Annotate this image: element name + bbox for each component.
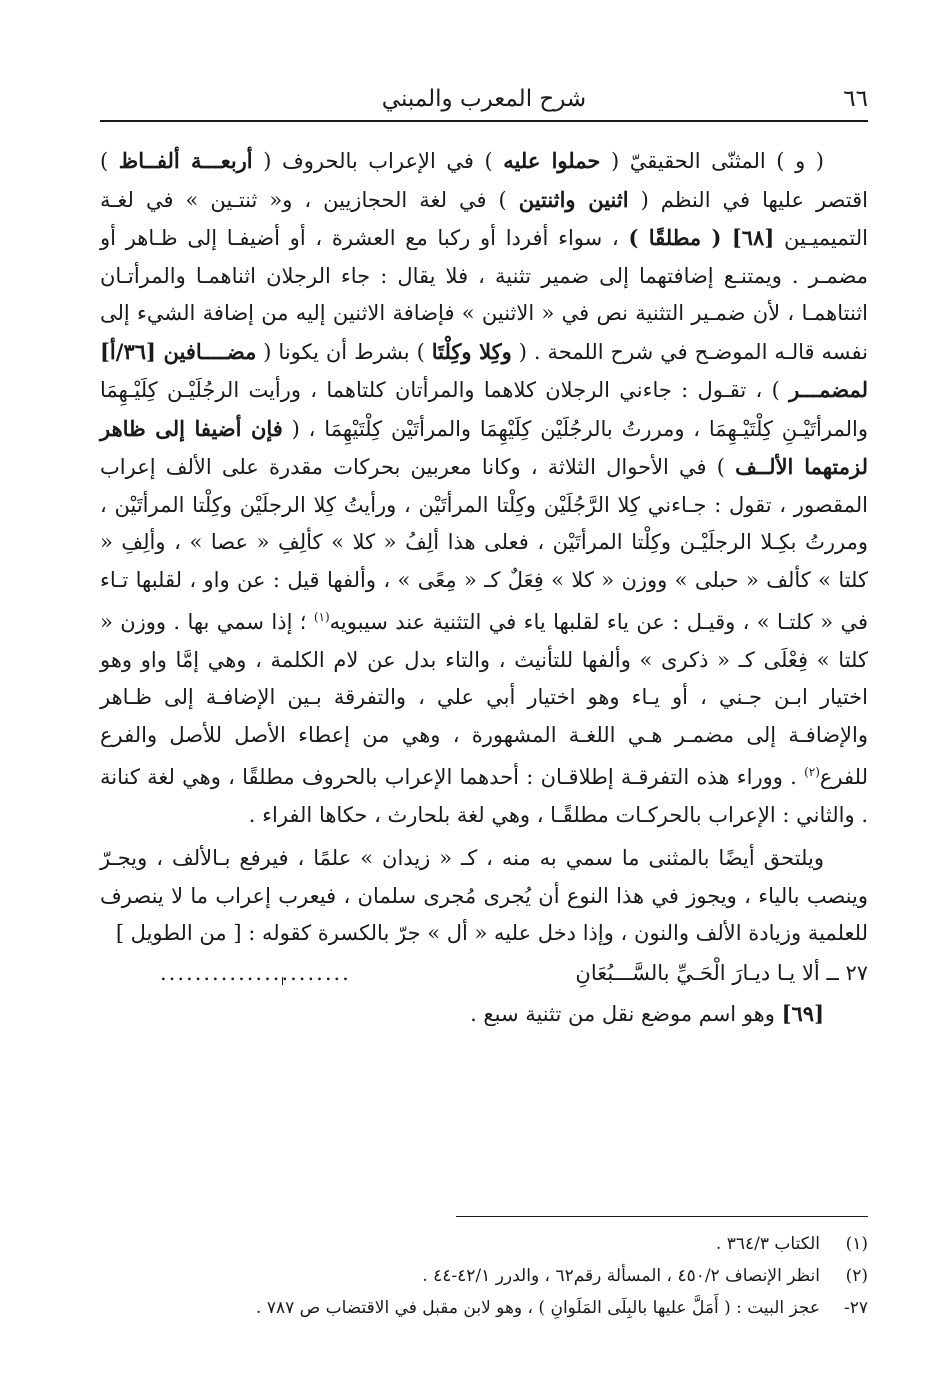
footnote-text: الكتاب ٣٦٤/٣ . [715, 1234, 820, 1254]
footnote-item [100, 1292, 868, 1324]
footnote-item [100, 1228, 868, 1260]
verse-omitted-dots: ...................... [160, 960, 351, 985]
bold-text: [٦٨] ( مطلقًا ) [628, 225, 775, 250]
text-run: ( و ) المثنّى الحقيقيّ ( [600, 149, 824, 173]
main-text [100, 142, 868, 1033]
bold-text: اثنين واثنتين [518, 186, 629, 212]
text-run: ) في الإعراب بالحروف ( [252, 149, 504, 173]
text-run: ، سواء أفردا أو ركبا مع العشرة ، أو أضيفـا إلى ظـاهر أو مضمـر . ويمتنـع إضافتهما إلى ضمير تثنية ، فلا يقال : جاء الرجلان اثناهمـا والمرأتـان اثنتاهمـا ، لأن ضمـير التثنية نص في « الاثنين » فإضافة الاثنين إليه من إضافة الشيء إلى نفسه قالـه الموضـح في شرح اللمحة . ( [100, 226, 868, 364]
bold-text: [٦٩] [781, 1000, 824, 1026]
footnote-mark: (٢) [845, 1266, 868, 1286]
footnotes [100, 1228, 868, 1324]
page-header [100, 80, 868, 122]
text-run: وهو اسم موضع نقل من تثنية سبع . [470, 1001, 782, 1026]
bold-text: مضــــافين [٣٦/أ] لمضمـــر [100, 338, 868, 402]
footnote-item [100, 1260, 868, 1292]
footnote-mark: (١) [845, 1234, 868, 1254]
running-title: شرح المعرب والمبني [381, 86, 587, 112]
footnote-ref-2[interactable]: (٢) [804, 765, 820, 779]
bold-text: أربعـــة ألفــاظ [118, 148, 253, 173]
text-run: ) بشرط أن يكونا ( [256, 339, 432, 364]
bold-text: حملوا عليه [503, 148, 601, 173]
text-run: ) في لغة الحجازيين ، و« ثنتـين » في لغـة التميميـين [100, 187, 868, 250]
footnote-mark: ٢٧- [843, 1298, 868, 1318]
bold-text: فإن أضيفا إلى ظاهر لزمتهما الألــف [100, 415, 868, 479]
poetry-verse [100, 955, 868, 993]
footnote-divider [456, 1216, 868, 1217]
verse-hemistich: ٢٧ ــ ألا يـا ديـارَ الْحَـيِّ بالسَّـــبُعَانِ [575, 960, 868, 985]
text-run: ؛ إذا سمي بها . ووزن « كلتا » فِعْلَى كـ « ذكرى » وألفها للتأنيث ، والتاء بدل عن لام الكلمة ، وهي إمَّا واو وهو اختيار ابـن جـني ، أو يـاء وهو اختيار أبي علي ، والتفرقة بـين الإضافـة إلى ظـاهر والإضافـة إلى مضمـر هـي اللغـة المشهورة ، وهي من إعطاء الأصل للأصل والفرع للفرع [100, 610, 868, 789]
bold-text: وكِلا وكِلْتَا [431, 338, 512, 364]
ink-mark [282, 977, 288, 985]
text-run: ) ، تقـول : جاءني الرجلان كلاهما والمرأتان كلتاهما ، ورأيت الرجُلَيْـن كِلَيْـهِمَا والمرأتَيْـنِ كِلْتَيْـهِمَا ، ومررتُ بالرجُلَيْن كِلَيْهِمَا والمرأتَيْن كِلْتَيْهِمَا ، ( [100, 378, 868, 441]
text-run: ) اقتصر عليها في النظم ( [100, 149, 869, 212]
footnote-text: عجز البيت : ( أَمَلَّ عليها بالبِلَى المَلَوانِ ) ، وهو لابن مقبل في الاقتضاب ص ٧٨٧ . [256, 1298, 820, 1318]
paragraph-verse-note [100, 995, 868, 1034]
text-run: . ووراء هذه التفرقـة إطلاقـان : أحدهما الإعراب بالحروف مطلقًا ، وهي لغة كنانة . والثاني : الإعراب بالحركـات مطلقًـا ، وهي لغة بلحارث ، حكاها الفراء . [100, 765, 868, 827]
page-number: ٦٦ [843, 86, 868, 112]
paragraph-dual-forms [100, 142, 868, 834]
text-run: ) في الأحوال الثلاثة ، وكانا معربين بحركات مقدرة على الألف إعراب المقصور ، تقول : جـاءني كِلا الرَّجُلَيْن وكِلْتا المرأتَيْن ، ورأيتُ كِلا الرجلَيْن وكِلْتا المرأتَيْن ، ومررتُ بكِـلا الرجلَيْـن وكِلْتا المرأتَيْن ، فعلى هذا ألِفُ « كلا » كألِفِ « عصا » ، وألِفِ « كلتا » كألف « حبلى » ووزن « كلا » فِعَلٌ كـ « مِعًى » ، وألفها قيل : عن واو ، لقلبها تـاء في « كلتـا » ، وقيـل : عن ياء لقلبها ياء في التثنية عند سيبويه [100, 455, 868, 634]
footnote-ref-1[interactable]: (١) [313, 610, 330, 624]
paragraph-named-dual: ويلتحق أيضًا بالمثنى ما سمي به منه ، كـ « زيدان » علمًا ، فيرفع بـالألف ، ويجـرّ وينصب بالياء ، ويجوز في هذا النوع أن يُجرى مُجرى سلمان ، فيعرب إعراب ما لا ينصرف للعلمية وزيادة الألف والنون ، وإذا دخل عليه « أل » جرّ بالكسرة كقوله : [ من الطويل ] [100, 846, 868, 945]
footnote-text: انظر الإنصاف ٤٥٠/٢ ، المسألة رقم٦٢ ، والدرر ٤٢/١-٤٤ . [422, 1266, 820, 1286]
